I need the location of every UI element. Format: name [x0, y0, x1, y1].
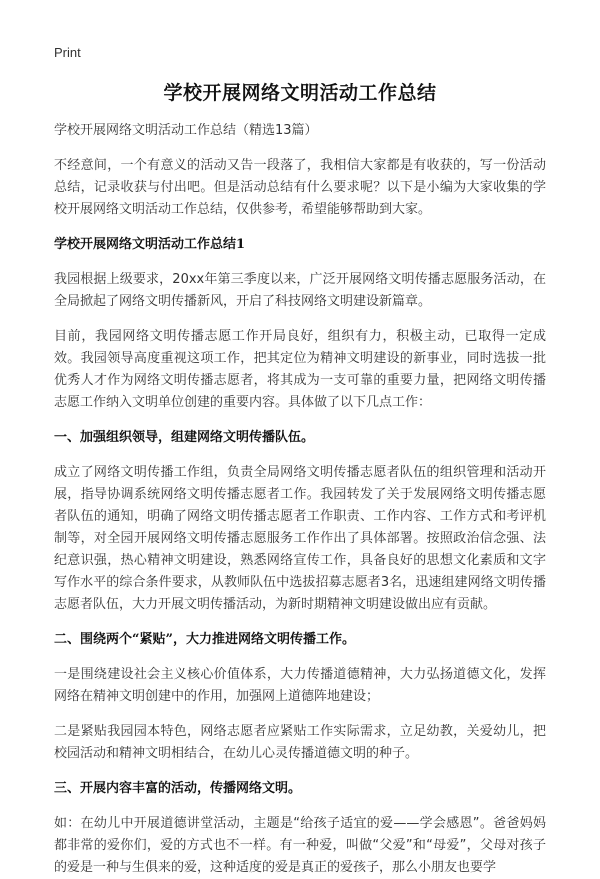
page-title: 学校开展网络文明活动工作总结 — [163, 82, 437, 104]
document-body — [54, 120, 546, 879]
subtitle: 学校开展网络文明活动工作总结（精选13篇） — [54, 123, 318, 138]
paragraph: 成立了网络文明传播工作组，负责全局网络文明传播志愿者队伍的组织管理和活动开展，指导协调系统网络文明传播志愿者工作。我园转发了关于发展网络文明传播志愿者队伍的通知，明确了网络文明传播志愿者工作职责、工作内容、工作方式和考评机制等，对全园开展网络文明传播志愿服务工作作出了具体部署。按照政治信念强、法纪意识强，热心精神文明建设，熟悉网络宣传工作，具备良好的思想文化素质和文字写作水平的综合条件要求，从教师队伍中选拔招募志愿者3名，迅速组建网络文明传播志愿者队伍，大力开展文明传播活动，为新时期精神文明建设做出应有贡献。 — [54, 465, 546, 612]
point-heading: 三、开展内容丰富的活动，传播网络文明。 — [54, 781, 302, 796]
paragraph: 一是围绕建设社会主义核心价值体系，大力传播道德精神，大力弘扬道德文化，发挥网络在精神文明创建中的作用，加强网上道德阵地建设； — [54, 667, 546, 704]
intro-paragraph: 不经意间，一个有意义的活动又告一段落了，我相信大家都是有收获的，写一份活动总结，记录收获与付出吧。但是活动总结有什么要求呢？以下是小编为大家收集的学校开展网络文明活动工作总结，仅供参考，希望能够帮助到大家。 — [54, 158, 546, 217]
section-heading: 学校开展网络文明活动工作总结1 — [54, 237, 246, 252]
paragraph: 目前，我园网络文明传播志愿工作开局良好，组织有力，积极主动，已取得一定成效。我园领导高度重视这项工作，把其定位为精神文明建设的新事业，同时选拔一批优秀人才作为网络文明传播志愿者，将其成为一支可靠的重要力量，把网络文明传播志愿工作纳入文明单位创建的重要内容。具体做了以下几点工作： — [54, 329, 546, 410]
point-heading: 一、加强组织领导，组建网络文明传播队伍。 — [54, 430, 315, 445]
paragraph: 二是紧贴我园园本特色，网络志愿者应紧贴工作实际需求，立足幼教，关爱幼儿，把校园活动和精神文明相结合，在幼儿心灵传播道德文明的种子。 — [54, 724, 546, 761]
print-link[interactable]: Print — [54, 45, 81, 60]
paragraph: 我园根据上级要求，20xx年第三季度以来，广泛开展网络文明传播志愿服务活动，在全局掀起了网络文明传播新风，开启了科技网络文明建设新篇章。 — [54, 272, 546, 309]
point-heading: 二、围绕两个“紧贴”，大力推进网络文明传播工作。 — [54, 632, 355, 647]
paragraph: 如：在幼儿中开展道德讲堂活动，主题是“给孩子适宜的爱——学会感恩”。爸爸妈妈都非常的爱你们，爱的方式也不一样。有一种爱，叫做“父爱”和“母爱”，父母对孩子的爱是一种与生俱来的爱，这种适度的爱是真正的爱孩子，那么小朋友也要学 — [54, 816, 546, 875]
